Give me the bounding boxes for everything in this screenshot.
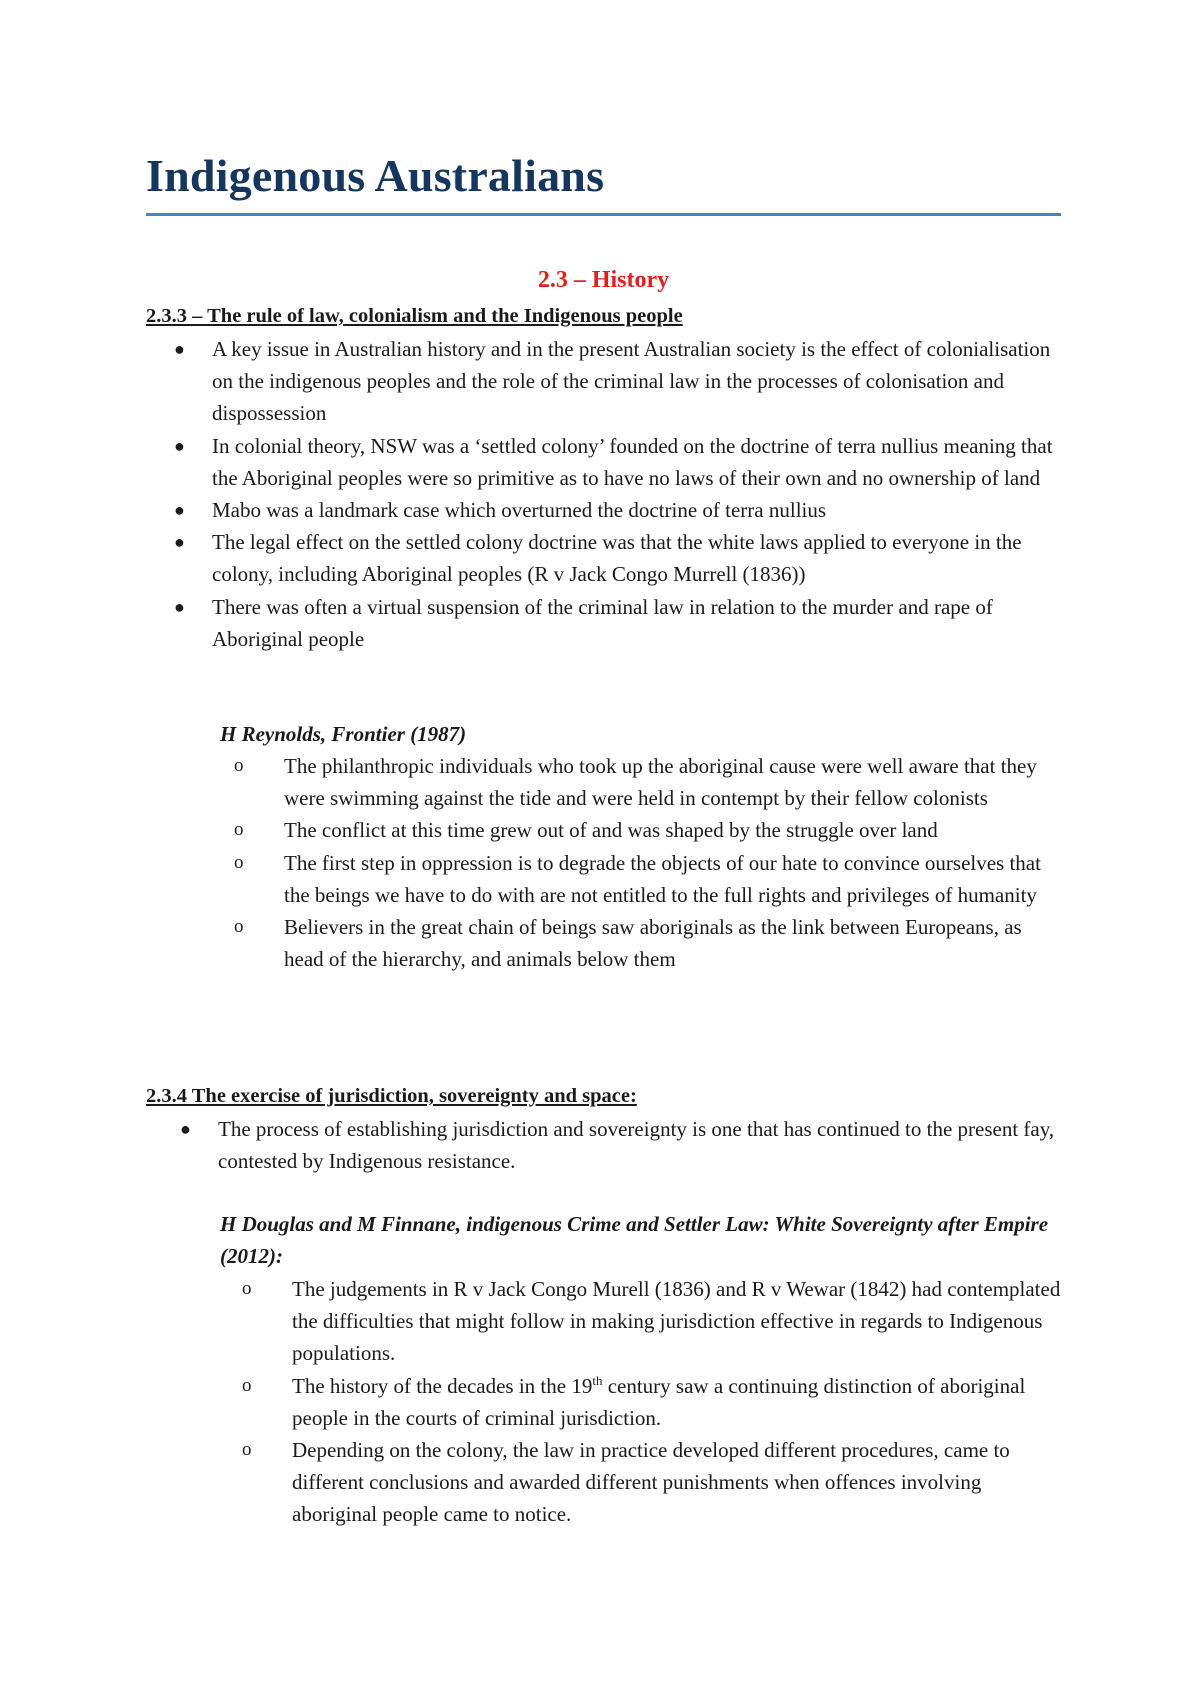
circle-marker: o xyxy=(242,1374,252,1396)
circle-marker: o xyxy=(234,819,244,841)
circle-marker: o xyxy=(234,755,244,776)
list-item: ● There was often a virtual suspension of the criminal law in relation to the murder and rape of Aboriginal people xyxy=(146,591,1061,655)
bullet-marker: ● xyxy=(174,500,185,521)
citation-douglas-finnane: H Douglas and M Finnane, indigenous Crime and Settler Law: White Sovereignty after Empire (2012): xyxy=(220,1212,1049,1269)
list-item: ● The process of establishing jurisdiction and sovereignty is one that has continued to the present fay, contested by Indigenous resistance. xyxy=(152,1113,1057,1177)
bullet-marker: ● xyxy=(180,1119,191,1139)
circle-marker: o xyxy=(242,1439,252,1461)
bullet-marker: ● xyxy=(174,596,185,617)
list-item: o The judgements in R v Jack Congo Murell (1836) and R v Wewar (1842) had contemplated the difficulties that might follow in making jurisdiction effective in regards to Indigenous populations. xyxy=(242,1273,1064,1370)
list-item: o The philanthropic individuals who took up the aboriginal cause were well aware that they were swimming against the tide and were held in contempt by their fellow colonists xyxy=(234,750,1054,814)
list-item: ● In colonial theory, NSW was a ‘settled colony’ founded on the doctrine of terra nullius meaning that the Aboriginal peoples were so primitive as to have no laws of their own and no ownership of land xyxy=(146,430,1061,494)
title-underline xyxy=(146,213,1061,216)
circle-marker: o xyxy=(234,851,244,873)
bullet-list-2-3-4 xyxy=(152,1113,1057,1177)
list-item: ● Mabo was a landmark case which overturned the doctrine of terra nullius xyxy=(146,494,1061,526)
list-item: o Depending on the colony, the law in practice developed different procedures, came to different conclusions and awarded different punishments when offences involving aboriginal people came to notice. xyxy=(242,1434,1064,1531)
list-item: o The first step in oppression is to degrade the objects of our hate to convince ourselves that the beings we have to do with are not entitled to the full rights and privileges of humanity xyxy=(234,847,1054,911)
bullet-marker: ● xyxy=(174,435,185,456)
section-heading: 2.3 – History xyxy=(537,267,670,293)
bullet-marker: ● xyxy=(174,532,185,553)
list-item: o The conflict at this time grew out of and was shaped by the struggle over land xyxy=(234,814,1054,846)
list-item: ● A key issue in Australian history and in the present Australian society is the effect of colonialisation on the indigenous peoples and the role of the criminal law in the processes of colonisation and dispossession xyxy=(146,333,1061,430)
bullet-list-2-3-3 xyxy=(146,333,1061,655)
sub-point-list-reynolds xyxy=(234,750,1054,975)
list-item: o The history of the decades in the 19th century saw a continuing distinction of aboriginal people in the courts of criminal jurisdiction. xyxy=(242,1370,1064,1434)
subsection-heading-2-3-4: 2.3.4 The exercise of jurisdiction, sovereignty and space: xyxy=(146,1085,637,1107)
circle-marker: o xyxy=(242,1278,252,1299)
citation-reynolds: H Reynolds, Frontier (1987) xyxy=(220,722,467,746)
list-item: ● The legal effect on the settled colony doctrine was that the white laws applied to everyone in the colony, including Aboriginal peoples (R v Jack Congo Murrell (1836)) xyxy=(146,526,1061,590)
bullet-marker: ● xyxy=(174,339,185,359)
subsection-heading-2-3-3: 2.3.3 – The rule of law, colonialism and the Indigenous people xyxy=(146,305,683,327)
document-title: Indigenous Australians xyxy=(146,150,605,201)
list-item: o Believers in the great chain of beings saw aboriginals as the link between Europeans, as head of the hierarchy, and animals below them xyxy=(234,911,1054,975)
sub-point-list-douglas-finnane xyxy=(242,1273,1064,1531)
circle-marker: o xyxy=(234,916,244,938)
